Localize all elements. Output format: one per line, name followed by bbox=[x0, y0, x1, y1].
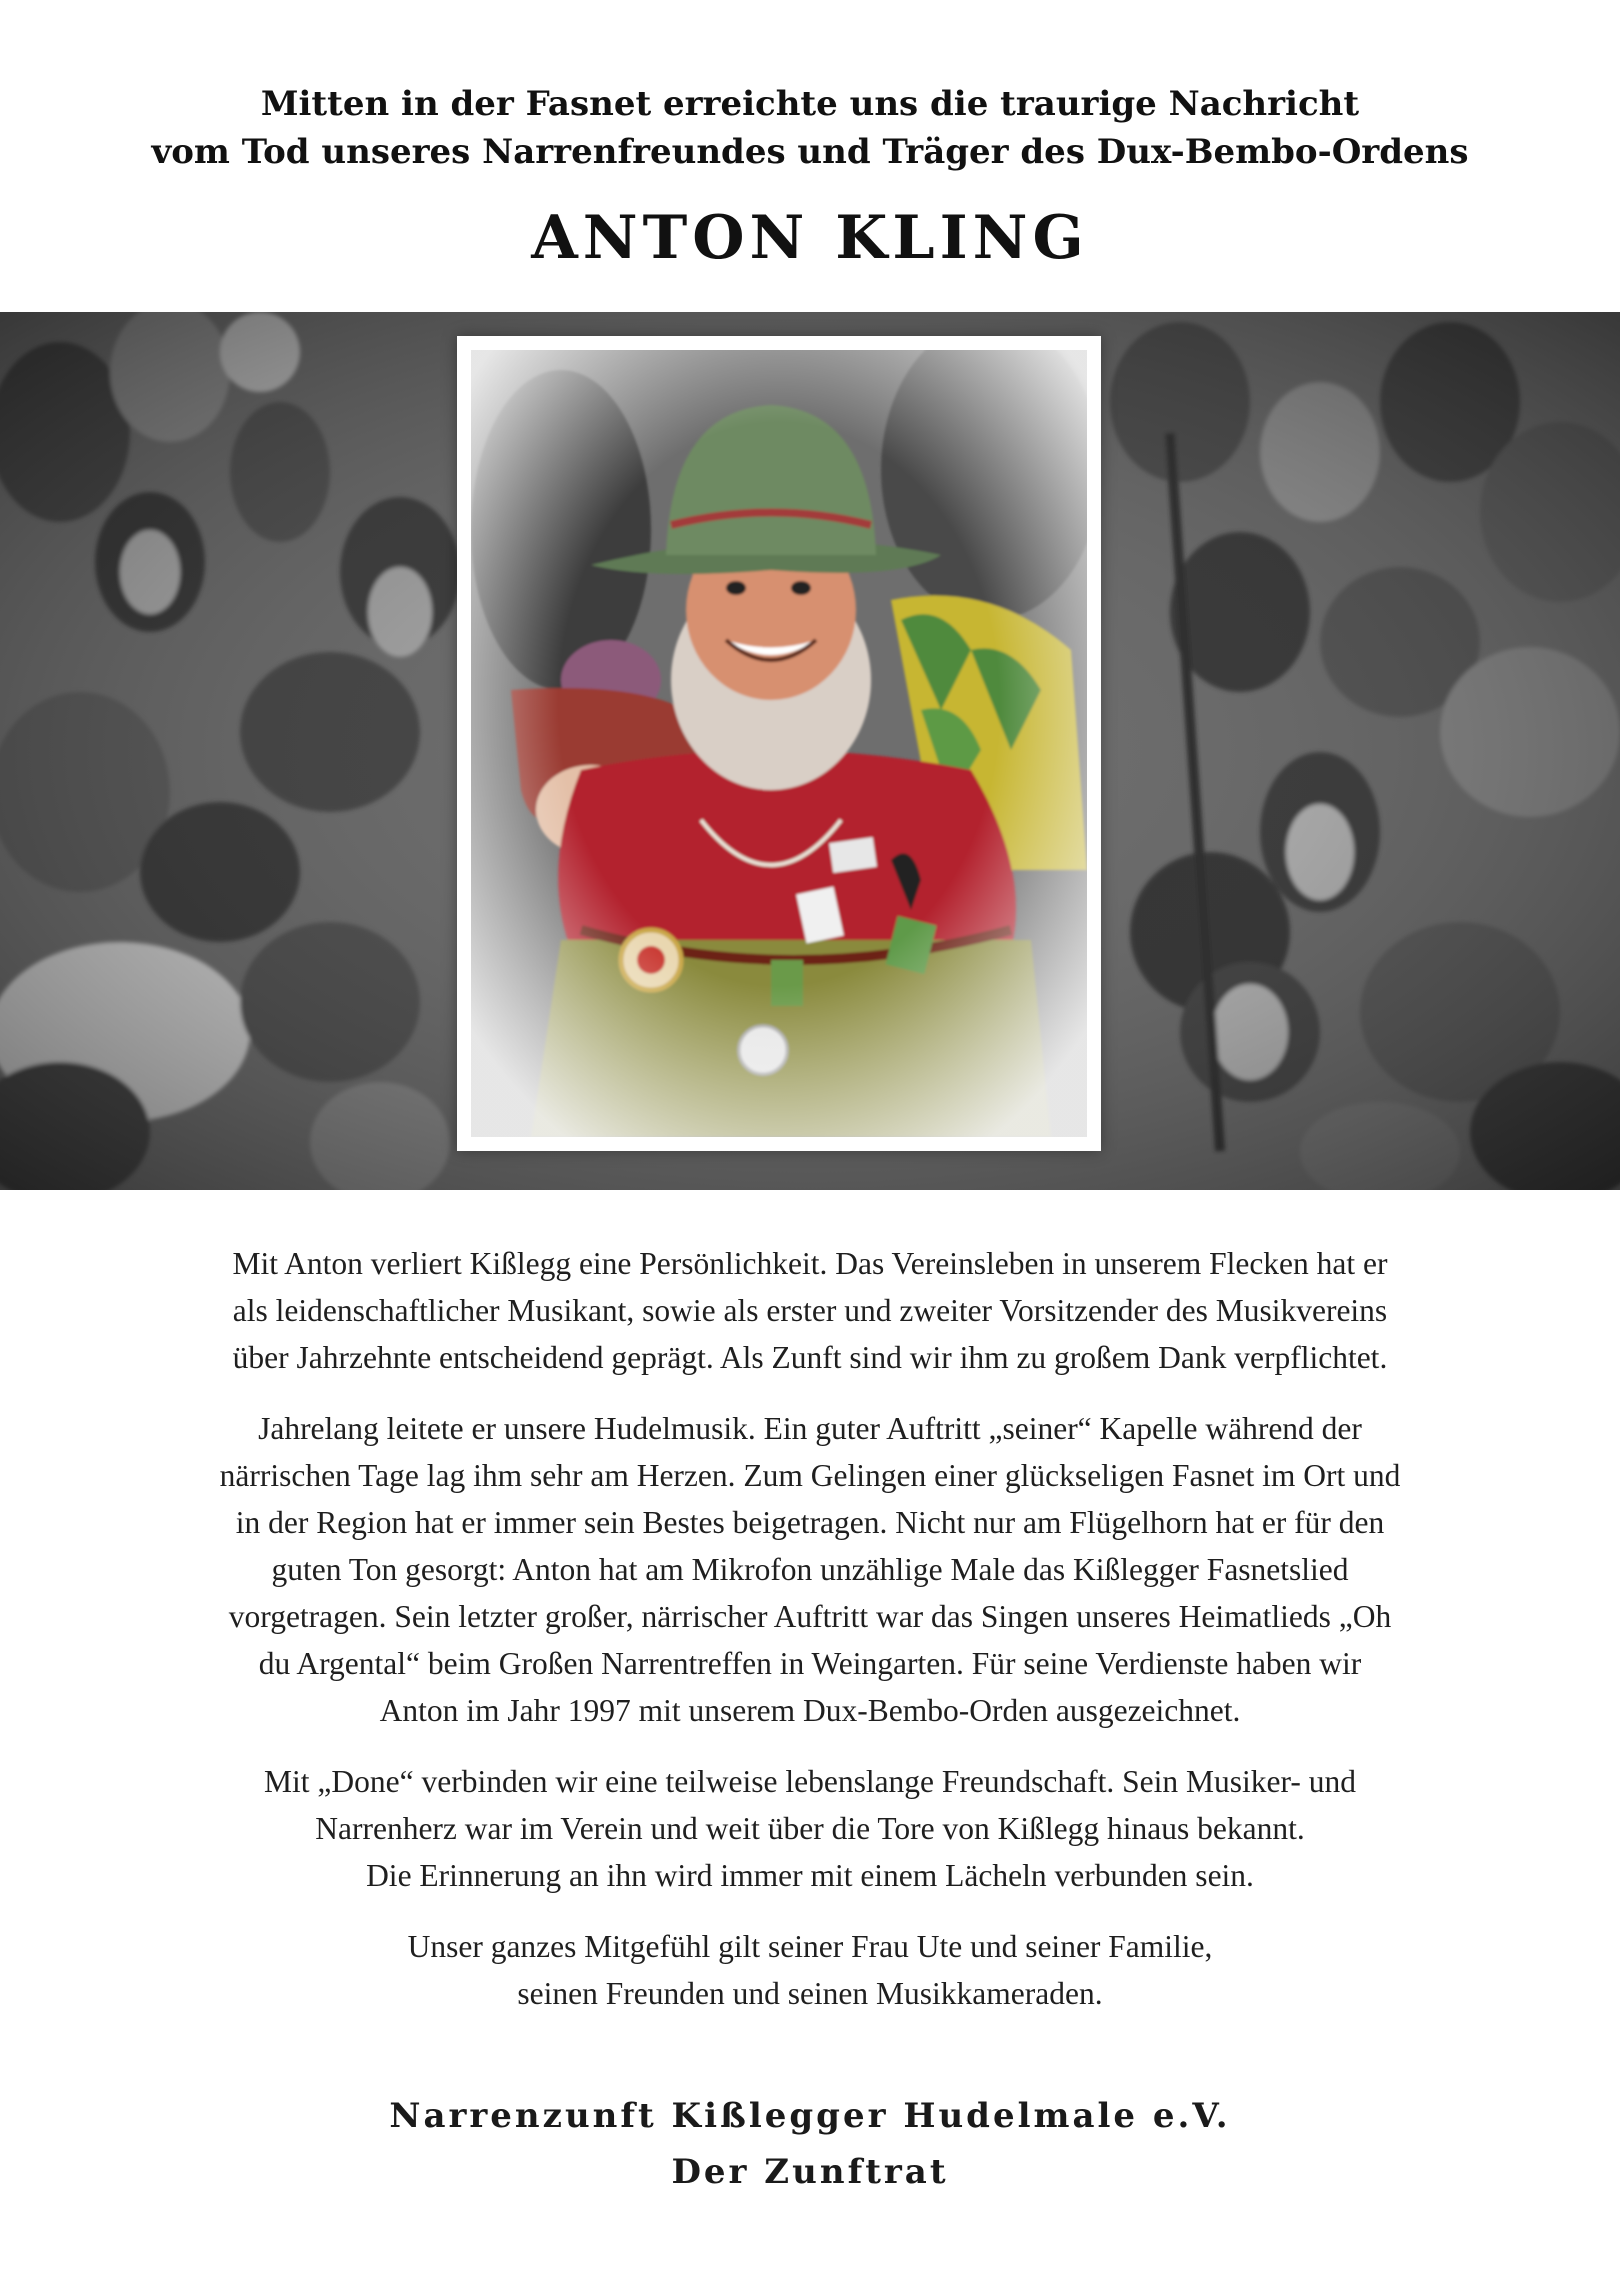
portrait-photo bbox=[471, 350, 1087, 1137]
paragraph-line: Jahrelang leitete er unsere Hudelmusik. Ein guter Auftritt „seiner“ Kapelle während der bbox=[258, 1411, 1362, 1446]
paragraph-line: seinen Freunden und seinen Musikkameraden. bbox=[517, 1976, 1103, 2011]
obituary-text bbox=[60, 1240, 1560, 2041]
signature bbox=[0, 2088, 1620, 2200]
paragraph-line: Mit „Done“ verbinden wir eine teilweise lebenslange Freundschaft. Sein Musiker- und bbox=[264, 1764, 1356, 1799]
signature-council: Der Zunftrat bbox=[671, 2152, 949, 2192]
paragraph-2 bbox=[60, 1405, 1560, 1734]
paragraph-line: über Jahrzehnte entscheidend geprägt. Als Zunft sind wir ihm zu großem Dank verpflichtet. bbox=[232, 1340, 1388, 1375]
crowd-photo-banner bbox=[0, 312, 1620, 1190]
paragraph-4 bbox=[60, 1923, 1560, 2017]
header bbox=[0, 80, 1620, 278]
paragraph-line: Anton im Jahr 1997 mit unserem Dux-Bembo-Orden ausgezeichnet. bbox=[379, 1693, 1241, 1728]
paragraph-line: Unser ganzes Mitgefühl gilt seiner Frau Ute und seiner Familie, bbox=[407, 1929, 1213, 1964]
paragraph-line: närrischen Tage lag ihm sehr am Herzen. Zum Gelingen einer glückseligen Fasnet im Ort und bbox=[219, 1458, 1401, 1493]
paragraph-line: vorgetragen. Sein letzter großer, närrischer Auftritt war das Singen unseres Heimatlieds „Oh bbox=[228, 1599, 1392, 1634]
paragraph-3 bbox=[60, 1758, 1560, 1899]
paragraph-line: guten Ton gesorgt: Anton hat am Mikrofon unzählige Male das Kißlegger Fasnetslied bbox=[271, 1552, 1349, 1587]
paragraph-line: Narrenherz war im Verein und weit über die Tore von Kißlegg hinaus bekannt. bbox=[315, 1811, 1305, 1846]
paragraph-line: du Argental“ beim Großen Narrentreffen in Weingarten. Für seine Verdienste haben wir bbox=[258, 1646, 1362, 1681]
paragraph-1 bbox=[60, 1240, 1560, 1381]
paragraph-line: als leidenschaftlicher Musikant, sowie als erster und zweiter Vorsitzender des Musikvereins bbox=[232, 1293, 1388, 1328]
signature-club: Narrenzunft Kißlegger Hudelmale e.V. bbox=[389, 2096, 1231, 2136]
paragraph-line: in der Region hat er immer sein Bestes beigetragen. Nicht nur am Flügelhorn hat er für den bbox=[235, 1505, 1385, 1540]
portrait-frame bbox=[457, 336, 1101, 1151]
paragraph-line: Die Erinnerung an ihn wird immer mit einem Lächeln verbunden sein. bbox=[366, 1858, 1254, 1893]
deceased-name: ANTON KLING bbox=[531, 203, 1089, 273]
intro-line-1: Mitten in der Fasnet erreichte uns die traurige Nachricht bbox=[260, 84, 1360, 124]
paragraph-line: Mit Anton verliert Kißlegg eine Persönlichkeit. Das Vereinsleben in unserem Flecken hat er bbox=[232, 1246, 1388, 1281]
intro-line-2: vom Tod unseres Narrenfreundes und Träger des Dux-Bembo-Ordens bbox=[151, 132, 1469, 172]
